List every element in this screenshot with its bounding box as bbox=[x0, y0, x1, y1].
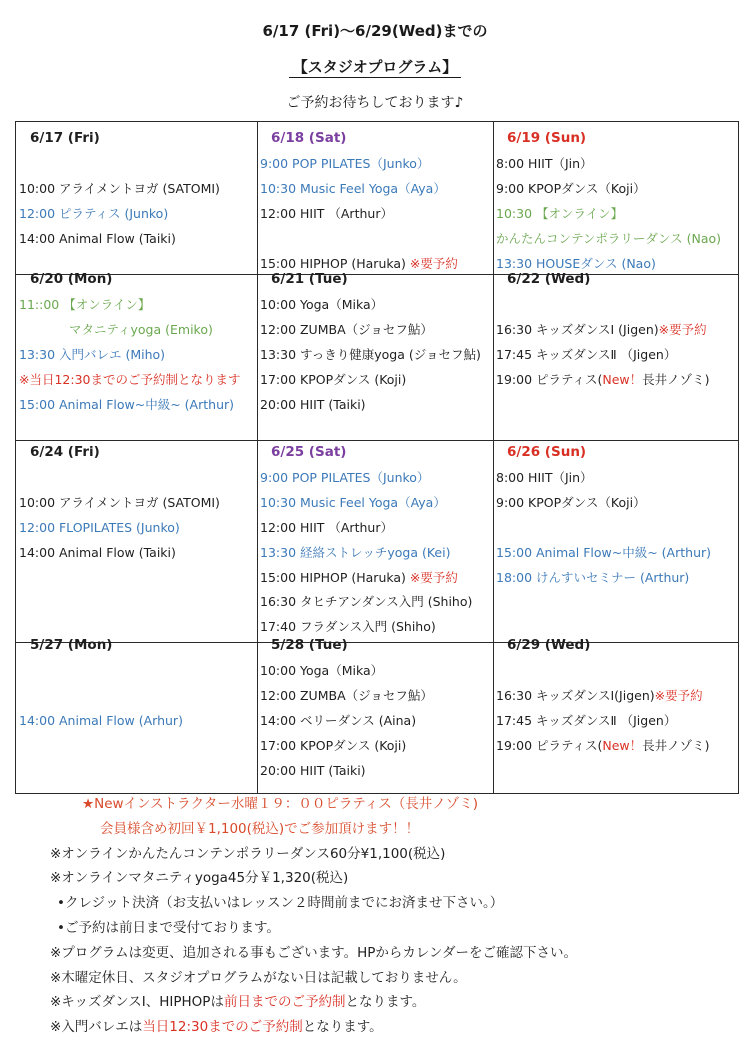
reservation-note: New！ bbox=[602, 371, 643, 387]
class-text: 9:00 KPOPダンス（Koji） bbox=[496, 494, 646, 510]
class-text: 12:00 ピラティス (Junko) bbox=[19, 205, 169, 221]
class-text: 12:00 HIIT （Arthur） bbox=[260, 519, 393, 535]
class-text: 15:00 Animal Flow~中級~ (Arthur) bbox=[19, 396, 235, 412]
class-entry bbox=[496, 490, 736, 515]
class-text: 11::00 【オンライン】 bbox=[19, 296, 151, 312]
note-text: ※オンラインかんたんコンテンポラリーダンス60分¥1,100(税込) bbox=[50, 845, 446, 862]
day-cell bbox=[493, 271, 738, 440]
reservation-note: New！ bbox=[602, 737, 643, 753]
class-entry bbox=[260, 658, 491, 683]
class-text: 19:00 ピラティス( bbox=[496, 737, 603, 753]
note-text: ※入門バレエは bbox=[50, 1019, 143, 1036]
day-cell bbox=[257, 440, 493, 642]
day-cell bbox=[16, 440, 257, 642]
day-label: 6/22 (Wed) bbox=[507, 271, 591, 287]
class-entry bbox=[260, 151, 491, 176]
class-entry bbox=[260, 490, 491, 515]
class-entry bbox=[496, 683, 736, 708]
class-entry bbox=[260, 201, 491, 226]
note-line bbox=[50, 866, 348, 890]
welcome-message: ご予約お待ちしております♪ bbox=[286, 95, 464, 111]
class-text: 10:00 Yoga（Mika） bbox=[260, 296, 384, 312]
day-label: 6/21 (Tue) bbox=[271, 271, 348, 287]
note-line bbox=[50, 990, 425, 1014]
class-text: 13:30 すっきり健康yoga (ジョセフ鮎) bbox=[260, 346, 481, 362]
day-cell bbox=[16, 271, 257, 440]
day-label: 5/28 (Tue) bbox=[271, 637, 348, 653]
note-line bbox=[50, 966, 467, 990]
class-entry bbox=[19, 490, 255, 515]
note-line bbox=[57, 916, 280, 940]
note-line bbox=[50, 1015, 383, 1039]
class-entry bbox=[496, 540, 736, 565]
class-entry bbox=[260, 292, 491, 317]
class-text: 12:00 FLOPILATES (Junko) bbox=[19, 519, 180, 535]
class-entry bbox=[19, 292, 255, 317]
class-entry bbox=[19, 226, 255, 251]
schedule-grid bbox=[15, 121, 739, 794]
class-text: 10:00 アライメントヨガ (SATOMI) bbox=[19, 180, 220, 196]
note-line bbox=[50, 842, 445, 866]
day-label: 6/24 (Fri) bbox=[30, 444, 100, 460]
class-text: 17:45 キッズダンスⅡ （Jigen） bbox=[496, 346, 677, 362]
class-entry bbox=[19, 540, 255, 565]
studio-program-label: 【スタジオプログラム】 bbox=[289, 58, 461, 78]
note-text: ※オンラインマタニティyoga45分￥1,320(税込) bbox=[50, 870, 349, 887]
day-label: 6/19 (Sun) bbox=[507, 130, 587, 146]
note-text: 前日までのご予約制 bbox=[223, 994, 346, 1011]
class-entry bbox=[260, 176, 491, 201]
class-entry bbox=[496, 367, 736, 392]
class-entry bbox=[260, 317, 491, 342]
class-text: 14:00 Animal Flow (Arhur) bbox=[19, 712, 183, 728]
class-text: 17:40 フラダンス入門 (Shiho) bbox=[260, 619, 436, 635]
class-entry bbox=[19, 342, 255, 367]
class-entry bbox=[19, 176, 255, 201]
class-entry bbox=[496, 176, 736, 201]
class-text: 12:00 ZUMBA（ジョセフ鮎） bbox=[260, 321, 433, 337]
class-text: 17:45 キッズダンスⅡ （Jigen） bbox=[496, 712, 677, 728]
day-label: 6/17 (Fri) bbox=[30, 130, 100, 146]
day-cell bbox=[16, 637, 257, 795]
day-cell bbox=[257, 637, 493, 795]
note-text: •クレジット決済（お支払いはレッスン２時間前までにお済ませ下さい。） bbox=[57, 895, 504, 912]
class-text: 15:00 HIPHOP (Haruka) bbox=[260, 569, 410, 585]
class-text: 長井ノゾミ) bbox=[642, 371, 710, 387]
class-entry bbox=[496, 565, 736, 590]
note-text: 当日12:30までのご予約制 bbox=[142, 1019, 303, 1036]
class-entry bbox=[19, 515, 255, 540]
class-entry bbox=[260, 683, 491, 708]
page-title: 6/17 (Fri)〜6/29(Wed)までの bbox=[262, 22, 488, 40]
day-cell bbox=[257, 271, 493, 440]
note-line bbox=[50, 941, 577, 965]
note-text: ★Newインストラクター水曜１９：００ピラティス（長井ノゾミ) bbox=[82, 796, 479, 812]
class-text: 12:00 HIIT （Arthur） bbox=[260, 205, 393, 221]
class-text: 9:00 POP PILATES（Junko） bbox=[260, 155, 430, 171]
class-text: 17:00 KPOPダンス (Koji) bbox=[260, 737, 407, 753]
class-text: 17:00 KPOPダンス (Koji) bbox=[260, 371, 407, 387]
class-entry bbox=[19, 392, 255, 417]
class-entry bbox=[496, 342, 736, 367]
class-text: かんたんコンテンポラリーダンス (Nao) bbox=[496, 230, 722, 246]
reservation-note: ※当日12:30までのご予約制となります bbox=[19, 371, 241, 387]
class-entry bbox=[260, 342, 491, 367]
studio-program-heading bbox=[0, 56, 750, 77]
class-entry bbox=[19, 201, 255, 226]
class-text: 15:00 HIPHOP (Haruka) bbox=[260, 255, 410, 271]
class-text: 16:30 タヒチアンダンス入門 (Shiho) bbox=[260, 594, 473, 610]
class-text: 18:00 けんすいセミナー (Arthur) bbox=[496, 569, 690, 585]
class-entry bbox=[496, 226, 736, 251]
day-label: 6/29 (Wed) bbox=[507, 637, 591, 653]
day-label: 5/27 (Mon) bbox=[30, 637, 113, 653]
class-text: 12:00 ZUMBA（ジョセフ鮎） bbox=[260, 687, 433, 703]
day-label: 6/25 (Sat) bbox=[271, 444, 347, 460]
note-text: ※プログラムは変更、追加される事もございます。HPからカレンダーをご確認下さい。 bbox=[50, 944, 578, 961]
class-entry bbox=[260, 589, 491, 614]
class-entry bbox=[19, 708, 255, 733]
class-text: 10:00 Yoga（Mika） bbox=[260, 662, 384, 678]
day-label: 6/26 (Sun) bbox=[507, 444, 587, 460]
class-text: 19:00 ピラティス( bbox=[496, 371, 603, 387]
note-text: 会員様含め初回￥1,100(税込)でご参加頂けます！！ bbox=[100, 820, 420, 837]
class-text: 20:00 HIIT (Taiki) bbox=[260, 762, 366, 778]
day-cell bbox=[493, 440, 738, 642]
class-text: 16:30 キッズダンスⅠ (Jigen) bbox=[496, 321, 659, 337]
class-text: 10:30 Music Feel Yoga（Aya） bbox=[260, 494, 446, 510]
class-entry bbox=[496, 465, 736, 490]
class-entry bbox=[260, 565, 491, 590]
class-entry bbox=[19, 367, 255, 392]
class-text: 13:30 入門バレエ (Miho) bbox=[19, 346, 166, 362]
note-text: ※キッズダンスⅠ、HIPHOPは bbox=[50, 994, 224, 1011]
class-text: 10:30 【オンライン】 bbox=[496, 205, 624, 221]
class-entry bbox=[260, 708, 491, 733]
day-label: 6/18 (Sat) bbox=[271, 130, 347, 146]
reservation-note: ※要予約 bbox=[654, 687, 703, 703]
class-entry bbox=[260, 733, 491, 758]
class-entry bbox=[496, 733, 736, 758]
class-text: 9:00 POP PILATES（Junko） bbox=[260, 469, 430, 485]
class-text: 8:00 HIIT（Jin） bbox=[496, 469, 593, 485]
reservation-note: ※要予約 bbox=[409, 255, 458, 271]
class-entry bbox=[496, 317, 736, 342]
class-text: 16:30 キッズダンスⅠ(Jigen) bbox=[496, 687, 655, 703]
class-text: 13:30 HOUSEダンス (Nao) bbox=[496, 255, 656, 271]
class-entry bbox=[260, 392, 491, 417]
day-label: 6/20 (Mon) bbox=[30, 271, 113, 287]
class-entry bbox=[260, 540, 491, 565]
class-text: 13:30 経絡ストレッチyoga (Kei) bbox=[260, 544, 451, 560]
class-entry bbox=[19, 317, 255, 342]
class-text: 長井ノゾミ) bbox=[642, 737, 710, 753]
note-text: •ご予約は前日まで受付ております。 bbox=[57, 920, 280, 936]
class-text: 10:00 アライメントヨガ (SATOMI) bbox=[19, 494, 220, 510]
note-text: となります。 bbox=[345, 994, 426, 1011]
class-entry bbox=[260, 758, 491, 783]
class-entry bbox=[260, 367, 491, 392]
class-text: 9:00 KPOPダンス（Koji） bbox=[496, 180, 646, 196]
reservation-note: ※要予約 bbox=[409, 569, 458, 585]
note-line bbox=[82, 792, 478, 816]
class-text: 14:00 Animal Flow (Taiki) bbox=[19, 544, 176, 560]
class-text: 14:00 Animal Flow (Taiki) bbox=[19, 230, 176, 246]
class-entry bbox=[260, 465, 491, 490]
day-cell bbox=[493, 122, 738, 274]
class-entry bbox=[496, 151, 736, 176]
day-cell bbox=[493, 637, 738, 795]
note-text: ※木曜定休日、スタジオプログラムがない日は記載しておりません。 bbox=[50, 969, 467, 986]
class-entry bbox=[496, 708, 736, 733]
day-cell bbox=[257, 122, 493, 274]
reservation-note: ※要予約 bbox=[658, 321, 707, 337]
note-line bbox=[57, 891, 503, 915]
class-text: 20:00 HIIT (Taiki) bbox=[260, 396, 366, 412]
class-entry bbox=[260, 515, 491, 540]
day-cell bbox=[16, 122, 257, 274]
class-entry bbox=[496, 201, 736, 226]
class-text: 8:00 HIIT（Jin） bbox=[496, 155, 593, 171]
class-text: マタニティyoga (Emiko) bbox=[69, 321, 213, 337]
class-text: 15:00 Animal Flow~中級~ (Arthur) bbox=[496, 544, 712, 560]
class-text: 10:30 Music Feel Yoga（Aya） bbox=[260, 180, 446, 196]
note-text: となります。 bbox=[302, 1019, 383, 1036]
note-line bbox=[100, 817, 419, 841]
class-text: 14:00 ベリーダンス (Aina) bbox=[260, 712, 417, 728]
